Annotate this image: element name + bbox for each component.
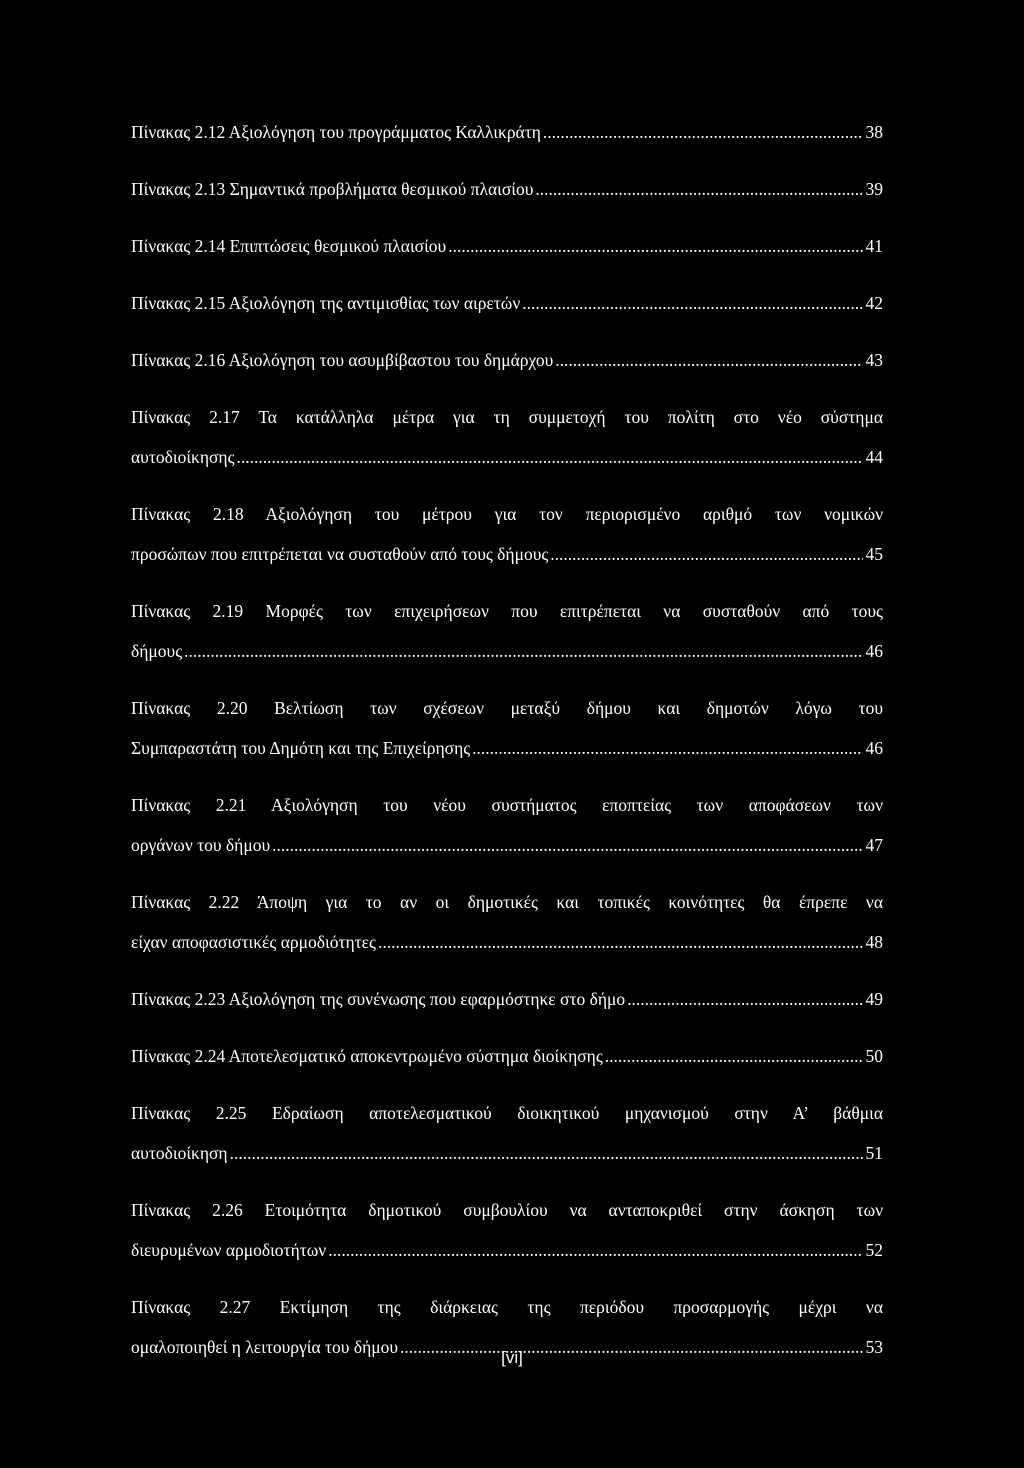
toc-entry[interactable] [131, 688, 883, 768]
page-number: [vi] [501, 1348, 523, 1367]
toc-entry-page-number: 39 [865, 179, 883, 199]
toc-entry[interactable] [131, 1190, 883, 1270]
toc-entry-title-line: Πίνακας 2.25 Εδραίωση αποτελεσματικού διοικητικού μηχανισμού στην Α’ βάθμια [131, 1103, 883, 1123]
toc-entry-last-line [131, 226, 883, 266]
toc-entry-page-number: 38 [865, 122, 883, 142]
toc-entry-title-line: Πίνακας 2.17 Τα κατάλληλα μέτρα για τη συμμετοχή του πολίτη στο νέο σύστημα [131, 407, 883, 427]
toc-entry[interactable] [131, 397, 883, 477]
toc-entry-page-number: 47 [865, 835, 883, 855]
dot-leader [378, 922, 863, 962]
toc-entry-last-line [131, 1133, 883, 1173]
toc-entry[interactable] [131, 494, 883, 574]
toc-entry-last-line [131, 825, 883, 865]
toc-entry-page-number: 42 [865, 293, 883, 313]
toc-entry-last-line [131, 1036, 883, 1076]
toc-entry-page-number: 46 [865, 641, 883, 661]
toc-entry-page-number: 46 [865, 738, 883, 758]
toc-entry-title-line: Πίνακας 2.21 Αξιολόγηση του νέου συστήματος εποπτείας των αποφάσεων των [131, 795, 883, 815]
toc-entry-last-line [131, 283, 883, 323]
toc-entry-page-number: 48 [865, 932, 883, 952]
toc-entry-title-line: Πίνακας 2.18 Αξιολόγηση του μέτρου για τον περιορισμένο αριθμό των νομικών [131, 504, 883, 524]
toc-entry[interactable] [131, 226, 883, 266]
toc-entry-title-line: Πίνακας 2.15 Αξιολόγηση της αντιμισθίας των αιρετών [131, 293, 521, 313]
toc-entry-last-line [131, 112, 883, 152]
toc-entry-page-number: 51 [865, 1143, 883, 1163]
dot-leader [472, 728, 862, 768]
toc-entry[interactable] [131, 340, 883, 380]
toc-entry-last-line [131, 534, 883, 574]
toc-entry-title-line: αυτοδιοίκηση [131, 1143, 228, 1163]
toc-entry-page-number: 50 [865, 1046, 883, 1066]
toc-entry-page-number: 43 [865, 350, 883, 370]
toc-entry-page-number: 45 [865, 544, 883, 564]
toc-entry[interactable] [131, 882, 883, 962]
toc-entry-last-line [131, 340, 883, 380]
dot-leader [627, 979, 862, 1019]
toc-entry-title-line: ομαλοποιηθεί η λειτουργία του δήμου [131, 1337, 399, 1357]
toc-entry-title-line: Πίνακας 2.23 Αξιολόγηση της συνένωσης που εφαρμόστηκε στο δήμο [131, 989, 626, 1009]
toc-entry-title-line: Πίνακας 2.16 Αξιολόγηση του ασυμβίβαστου του δημάρχου [131, 350, 554, 370]
dot-leader [535, 169, 862, 209]
dot-leader [272, 825, 862, 865]
dot-leader [328, 1230, 862, 1270]
toc-entry-page-number: 49 [865, 989, 883, 1009]
dot-leader [605, 1036, 863, 1076]
toc-entry-last-line [131, 922, 883, 962]
toc-entry-title-line: Πίνακας 2.24 Αποτελεσματικό αποκεντρωμένο σύστημα διοίκησης [131, 1046, 603, 1066]
dot-leader [230, 1133, 863, 1173]
dot-leader [184, 631, 862, 671]
toc-entry-title-line: Πίνακας 2.22 Άποψη για το αν οι δημοτικές και τοπικές κοινότητες θα έπρεπε να [131, 892, 883, 912]
dot-leader [237, 437, 863, 477]
toc-entry-title-line: οργάνων του δήμου [131, 835, 271, 855]
toc-entry-last-line [131, 631, 883, 671]
toc-entry-page-number: 53 [865, 1337, 883, 1357]
toc-entry-title-line: είχαν αποφασιστικές αρμοδιότητες [131, 932, 376, 952]
toc-entry-title-line: Συμπαραστάτη του Δημότη και της Επιχείρησης [131, 738, 471, 758]
toc-entry-title-line: Πίνακας 2.14 Επιπτώσεις θεσμικού πλαισίου [131, 236, 447, 256]
toc-entry-page-number: 44 [865, 447, 883, 467]
toc-entry[interactable] [131, 1036, 883, 1076]
toc-entry-title-line: Πίνακας 2.12 Αξιολόγηση του προγράμματος Καλλικράτη [131, 122, 541, 142]
toc-entry-title-line: δήμους [131, 641, 183, 661]
toc-entry[interactable] [131, 283, 883, 323]
dot-leader [550, 534, 862, 574]
toc-entry-page-number: 41 [865, 236, 883, 256]
toc-entry-title-line: Πίνακας 2.27 Εκτίμηση της διάρκειας της περιόδου προσαρμογής μέχρι να [131, 1297, 883, 1317]
toc-entry-title-line: Πίνακας 2.13 Σημαντικά προβλήματα θεσμικού πλαισίου [131, 179, 534, 199]
toc-entry-page-number: 52 [865, 1240, 883, 1260]
dot-leader [448, 226, 862, 266]
toc-entry[interactable] [131, 979, 883, 1019]
list-of-tables [131, 112, 883, 1367]
toc-entry-title-line: Πίνακας 2.26 Ετοιμότητα δημοτικού συμβουλίου να ανταποκριθεί στην άσκηση των [131, 1200, 883, 1220]
dot-leader [543, 112, 863, 152]
dot-leader [555, 340, 862, 380]
toc-entry[interactable] [131, 785, 883, 865]
toc-entry-last-line [131, 1230, 883, 1270]
toc-entry[interactable] [131, 112, 883, 152]
toc-entry-last-line [131, 979, 883, 1019]
toc-entry[interactable] [131, 591, 883, 671]
toc-entry-last-line [131, 728, 883, 768]
toc-entry[interactable] [131, 1093, 883, 1173]
toc-entry-last-line [131, 169, 883, 209]
toc-entry-title-line: διευρυμένων αρμοδιοτήτων [131, 1240, 327, 1260]
toc-entry-title-line: Πίνακας 2.20 Βελτίωση των σχέσεων μεταξύ δήμου και δημοτών λόγω του [131, 698, 883, 718]
toc-entry-last-line [131, 437, 883, 477]
toc-entry[interactable] [131, 169, 883, 209]
toc-entry-title-line: προσώπων που επιτρέπεται να συσταθούν από τους δήμους [131, 544, 549, 564]
toc-entry-title-line: Πίνακας 2.19 Μορφές των επιχειρήσεων που επιτρέπεται να συσταθούν από τους [131, 601, 883, 621]
dot-leader [522, 283, 862, 323]
toc-entry-title-line: αυτοδιοίκησης [131, 447, 235, 467]
